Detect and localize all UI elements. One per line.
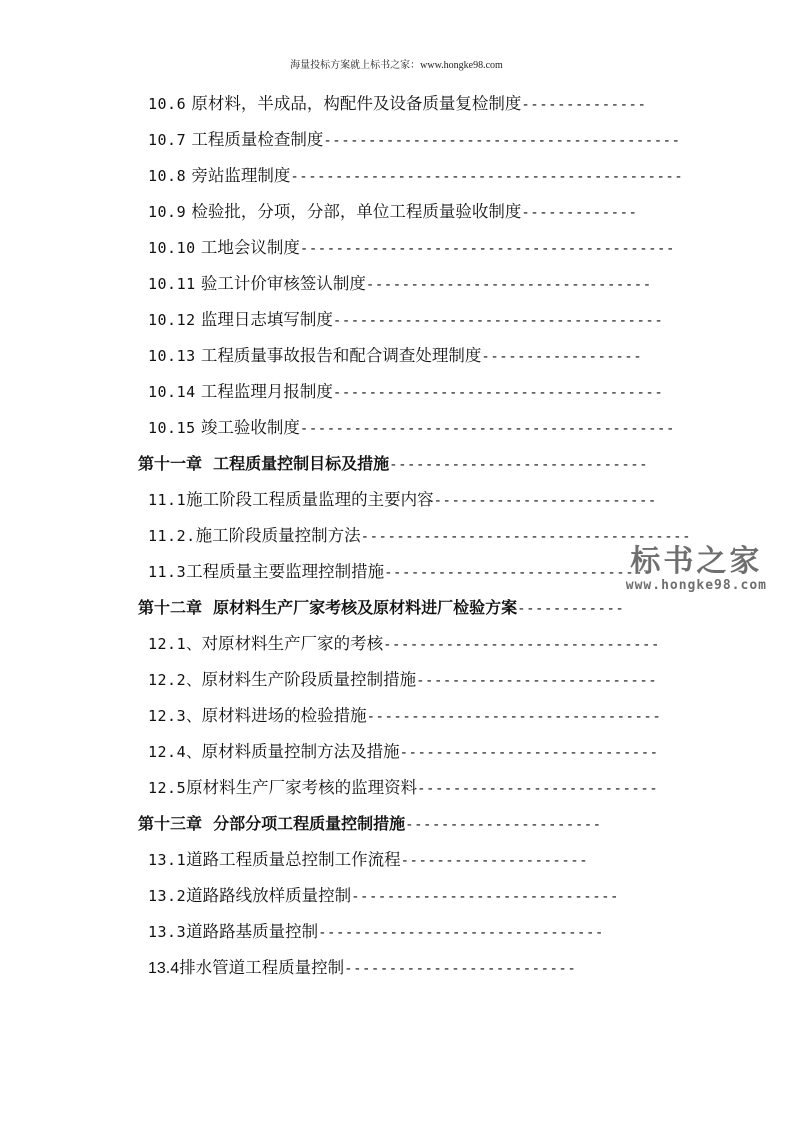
toc-entry-number: 10.12 — [148, 311, 196, 329]
toc-entry-number: 10.8 — [148, 167, 187, 185]
toc-chapter[interactable] — [0, 452, 648, 476]
toc-entry-title: 施工阶段工程质量监理的主要内容 — [186, 490, 434, 509]
toc-entry-title: 对原材料生产厂家的考核 — [201, 634, 384, 653]
toc-leader: ------------------------------------------ — [299, 241, 675, 257]
toc-leader: --------------------------------- — [366, 709, 662, 725]
toc-leader: -------------------------------- — [365, 277, 652, 293]
toc-chapter-title: 分部分项工程质量控制措施 — [213, 814, 406, 833]
toc-entry[interactable] — [0, 416, 675, 440]
toc-entry[interactable] — [0, 848, 588, 872]
toc-leader: ------------------------------ — [351, 889, 619, 905]
toc-entry-title: 原材料生产阶段质量控制措施 — [201, 670, 417, 689]
toc-leader: ------------------------- — [433, 493, 657, 509]
toc-entry[interactable] — [0, 92, 646, 116]
toc-entry-title: 工程质量主要监理控制措施 — [186, 562, 385, 581]
toc-entry-number: 10.13 — [148, 347, 196, 365]
toc-entry-number: 10.11 — [148, 275, 196, 293]
toc-leader: ------------------------------ — [384, 565, 652, 581]
toc-entry[interactable] — [0, 632, 660, 656]
toc-entry-title: 竣工验收制度 — [200, 418, 300, 437]
toc-entry[interactable] — [0, 308, 663, 332]
toc-entry-number: 12.1、 — [148, 635, 202, 653]
toc-chapter-number: 第十二章 — [138, 598, 203, 617]
toc-entry-number: 11.2. — [148, 527, 196, 545]
toc-entry-number: 13.2 — [148, 887, 187, 905]
toc-entry[interactable] — [0, 740, 659, 764]
toc-entry[interactable] — [0, 884, 619, 908]
toc-leader: ----------------------------- — [399, 745, 659, 761]
toc-entry[interactable] — [0, 236, 675, 260]
toc-entry[interactable] — [0, 200, 637, 224]
toc-chapter-title: 工程质量控制目标及措施 — [213, 454, 390, 473]
toc-leader: ---------------------- — [405, 817, 602, 833]
toc-leader: ------------------------------------- — [360, 529, 692, 545]
toc-entry-title: 道路路线放样质量控制 — [186, 886, 352, 905]
toc-entry-number: 12.4、 — [148, 743, 202, 761]
toc-leader: ------------- — [521, 205, 638, 221]
toc-chapter-title: 原材料生产厂家考核及原材料进厂检验方案 — [213, 598, 518, 617]
toc-leader: --------------------------- — [416, 673, 658, 689]
toc-chapter-number: 第十三章 — [138, 814, 203, 833]
toc-leader: --------------------- — [400, 853, 589, 869]
toc-leader: ------------------------------------- — [332, 313, 664, 329]
toc-leader: ------------------------------- — [383, 637, 660, 653]
toc-entry[interactable] — [0, 380, 663, 404]
toc-entry[interactable] — [0, 668, 657, 692]
toc-entry-title: 原材料质量控制方法及措施 — [201, 742, 400, 761]
toc-entry[interactable] — [0, 956, 576, 980]
toc-leader: ------------------ — [481, 349, 643, 365]
toc-chapter[interactable] — [0, 596, 624, 620]
toc-entry-number: 10.6 — [148, 95, 187, 113]
toc-entry[interactable] — [0, 776, 658, 800]
toc-entry-title: 工程质量检查制度 — [191, 130, 324, 149]
toc-entry[interactable] — [0, 164, 683, 188]
toc-entry[interactable] — [0, 344, 642, 368]
toc-entry-title: 旁站监理制度 — [191, 166, 291, 185]
toc-leader: ----------------------------- — [389, 457, 649, 473]
toc-leader: -------------------------------------------- — [290, 169, 684, 185]
toc-entry-title: 原材料生产厂家考核的监理资料 — [186, 778, 418, 797]
toc-entry-title: 工地会议制度 — [200, 238, 300, 257]
toc-entry-number: 10.15 — [148, 419, 196, 437]
toc-entry-title: 工程质量事故报告和配合调查处理制度 — [200, 346, 482, 365]
toc-entry-title: 排水管道工程质量控制 — [179, 958, 345, 977]
toc-entry-title: 监理日志填写制度 — [200, 310, 333, 329]
toc-entry-number: 11.1 — [148, 491, 187, 509]
toc-entry[interactable] — [0, 488, 657, 512]
toc-entry-title: 原材料进场的检验措施 — [201, 706, 367, 725]
toc-entry[interactable] — [0, 920, 604, 944]
toc-entry-number: 12.2、 — [148, 671, 202, 689]
toc-leader: ------------------------------------------ — [299, 421, 675, 437]
toc-leader: ------------ — [517, 601, 625, 617]
page-header: 海量投标方案就上标书之家：www.hongke98.com — [290, 60, 503, 71]
toc-entry-number: 12.3、 — [148, 707, 202, 725]
toc-leader: --------------------------- — [417, 781, 659, 797]
toc-entry-title: 施工阶段质量控制方法 — [195, 526, 361, 545]
toc-leader: ---------------------------------------- — [323, 133, 681, 149]
toc-entry-number: 12.5 — [148, 779, 187, 797]
toc-entry-title: 验工计价审核签认制度 — [200, 274, 366, 293]
toc-leader: -------------- — [521, 97, 647, 113]
watermark-title: 标书之家 — [630, 544, 763, 579]
toc-leader: -------------------------------- — [318, 925, 604, 941]
toc-entry-number: 13.4 — [148, 960, 180, 977]
site-watermark — [626, 536, 767, 593]
toc-entry[interactable] — [0, 560, 652, 584]
toc-entry-title: 检验批，分项，分部，单位工程质量验收制度 — [191, 202, 522, 221]
toc-entry-number: 10.9 — [148, 203, 187, 221]
toc-leader: -------------------------- — [344, 961, 577, 977]
toc-entry-title: 道路工程质量总控制工作流程 — [186, 850, 401, 869]
toc-entry[interactable] — [0, 272, 652, 296]
toc-entry-title: 工程监理月报制度 — [200, 382, 333, 401]
toc-entry-number: 10.7 — [148, 131, 187, 149]
toc-chapter[interactable] — [0, 812, 602, 836]
toc-entry[interactable] — [0, 128, 681, 152]
toc-entry-title: 原材料，半成品，构配件及设备质量复检制度 — [191, 94, 522, 113]
toc-entry[interactable] — [0, 524, 691, 548]
toc-entry-number: 11.3 — [148, 563, 187, 581]
toc-entry-number: 13.3 — [148, 923, 187, 941]
toc-entry-number: 10.10 — [148, 239, 196, 257]
toc-entry[interactable] — [0, 704, 661, 728]
toc-chapter-number: 第十一章 — [138, 454, 203, 473]
toc-entry-title: 道路路基质量控制 — [186, 922, 319, 941]
toc-entry-number: 10.14 — [148, 383, 196, 401]
watermark-url: www.hongke98.com — [625, 578, 767, 593]
toc-leader: ------------------------------------- — [332, 385, 664, 401]
toc-entry-number: 13.1 — [148, 851, 187, 869]
